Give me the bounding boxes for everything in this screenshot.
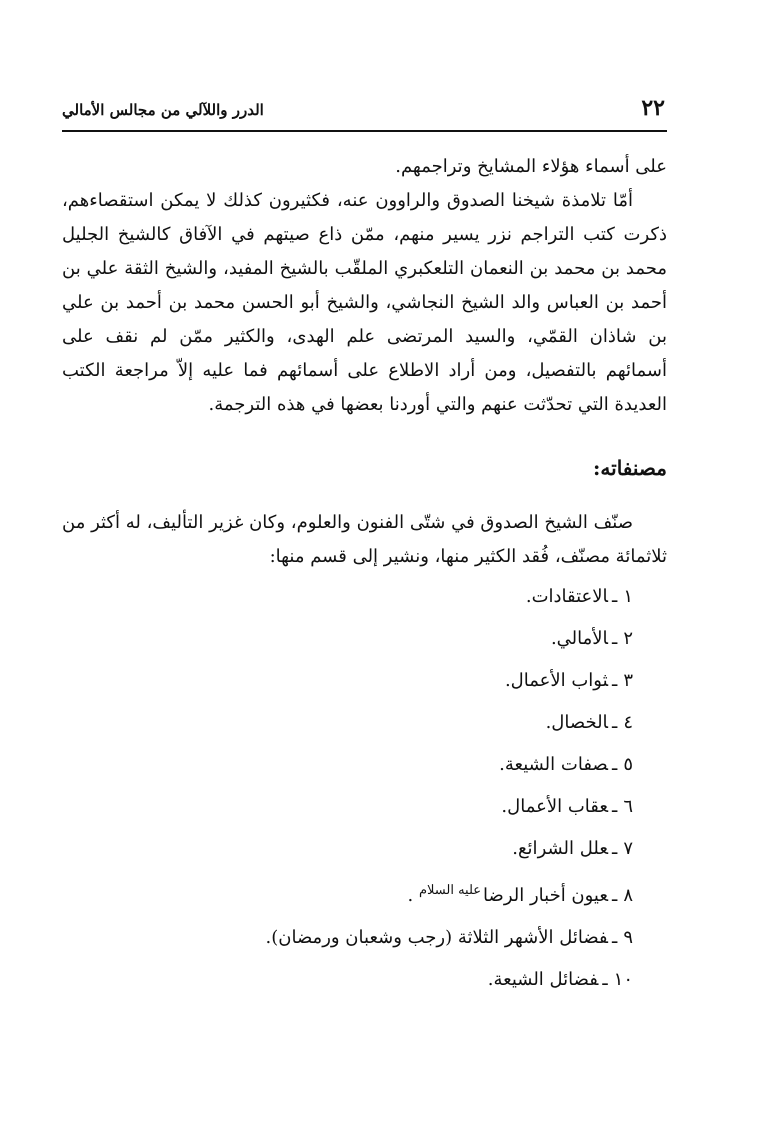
item-title: عيون أخبار الرضا (483, 885, 609, 906)
paragraph-1: على أسماء هؤلاء المشايخ وتراجمهم. (395, 156, 667, 177)
item-title: عقاب الأعمال. (501, 796, 609, 817)
list-item: ٧ـعلل الشرائع. (62, 832, 633, 866)
item-end: . (407, 885, 419, 906)
item-title: الاعتقادات. (525, 586, 609, 607)
list-item: ٢ـالأمالي. (62, 622, 633, 656)
list-item: ٦ـعقاب الأعمال. (62, 790, 633, 824)
item-title: ثواب الأعمال. (504, 670, 609, 691)
section-heading-works: مصنفاته: (593, 456, 667, 480)
item-title: فضائل الأشهر الثلاثة (رجب وشعبان ورمضان). (265, 927, 609, 948)
list-item: ١٠ـفضائل الشيعة. (62, 963, 633, 997)
list-item: ٩ـفضائل الأشهر الثلاثة (رجب وشعبان ورمضان). (62, 921, 633, 955)
works-intro: صنّف الشيخ الصدوق في شتّى الفنون والعلوم، وكان غزير التأليف، له أكثر من ثلاثمائة مصنّف، فُقد الكثير منها، ونشير إلى قسم منها: (62, 512, 667, 567)
item-number: ١٠ (613, 969, 633, 990)
item-number: ٧ (623, 838, 633, 859)
item-number: ٥ (623, 754, 633, 775)
item-title: الأمالي. (550, 628, 609, 649)
item-number: ٣ (623, 670, 633, 691)
page-header (62, 92, 667, 132)
page-body (62, 150, 667, 1005)
item-number: ٨ (623, 885, 633, 906)
item-number: ٦ (623, 796, 633, 817)
item-number: ٤ (623, 712, 633, 733)
works-list (62, 580, 667, 997)
list-item: ١ـالاعتقادات. (62, 580, 633, 614)
item-number: ٩ (623, 927, 633, 948)
list-item: ٨ـعيون أخبار الرضا$^{عليه السلام}$ . (62, 874, 633, 913)
honorific-glyph: عليه السلام (418, 883, 482, 898)
paragraph-2: أمّا تلامذة شيخنا الصدوق والراوون عنه، فكثيرون كذلك لا يمكن استقصاءهم، ذكرت كتب التراجم نزر يسير منهم، ممّن ذاع صيتهم في الآفاق كالشيخ الجليل محمد بن محمد بن النعمان التلعكبري الملقّب بالشيخ المفيد، والشيخ الثقة علي بن أحمد بن العباس والد الشيخ النجاشي، والشيخ أبو الحسن محمد بن أحمد بن علي بن شاذان القمّي، والسيد المرتضى علم الهدى، والكثير ممّن لم نقف على أسمائهم بالتفصيل، ومن أراد الاطلاع على أسمائهم فما عليه إلاّ مراجعة الكتب العديدة التي تحدّثت عنهم والتي أوردنا بعضها في هذه الترجمة. (62, 190, 667, 415)
item-number: ٢ (623, 628, 633, 649)
list-item: ٤ـالخصال. (62, 706, 633, 740)
item-title: صفات الشيعة. (499, 754, 609, 775)
item-title: الخصال. (545, 712, 609, 733)
list-item: ٥ـصفات الشيعة. (62, 748, 633, 782)
item-title: فضائل الشيعة. (487, 969, 599, 990)
list-item: ٣ـثواب الأعمال. (62, 664, 633, 698)
running-title: الدرر واللآلي من مجالس الأمالي (62, 101, 264, 119)
item-title: علل الشرائع. (512, 838, 609, 859)
page-number: ٢٢ (641, 95, 665, 121)
item-number: ١ (623, 586, 633, 607)
